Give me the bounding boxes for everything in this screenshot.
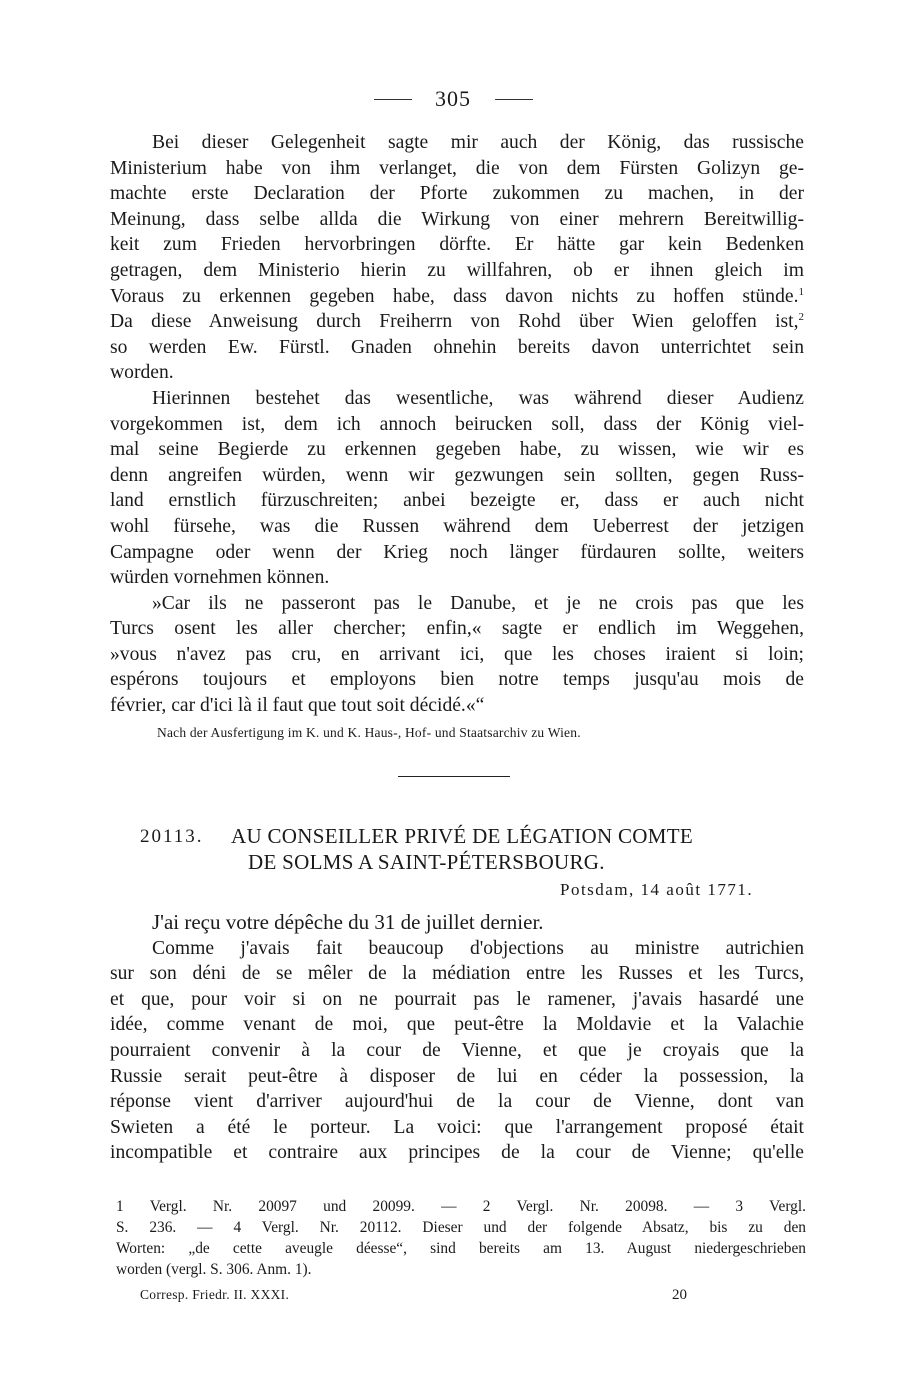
text-line: so werden Ew. Fürstl. Gnaden ohnehin bereits davon unterrichtet sein <box>110 336 804 358</box>
text-line: sur son déni de se mêler de la médiation entre les Russes et les Turcs, <box>110 963 804 985</box>
header-dash-left <box>374 99 412 100</box>
page-footer <box>0 1287 900 1311</box>
document-title-line-2: DE SOLMS A SAINT-PÉTERSBOURG. <box>248 850 605 874</box>
footnote-line: Worten: „de cette aveugle déesse“, sind bereits am 13. August niedergeschrieben <box>116 1240 806 1257</box>
footnote-mark: 1 <box>798 285 804 298</box>
text-line: réponse vient d'arriver aujourd'hui de la cour de Vienne, dont van <box>110 1091 804 1113</box>
text-line: Turcs osent les aller chercher; enfin,« sagte er endlich im Weggehen, <box>110 618 804 640</box>
text-line: Meinung, dass selbe allda die Wirkung von einer mehrern Bereitwillig- <box>110 208 804 230</box>
text-line: Campagne oder wenn der Krieg noch länger fürdauren sollte, weiters <box>110 541 804 563</box>
text-line: Bei dieser Gelegenheit sagte mir auch der König, das russische <box>152 132 804 153</box>
footnote-line: worden (vergl. S. 306. Anm. 1). <box>116 1261 312 1278</box>
text-line: würden vornehmen können. <box>110 567 330 589</box>
text-line: getragen, dem Ministerio hierin zu willfahren, ob er ihnen gleich im <box>110 259 804 281</box>
text-line <box>110 309 804 335</box>
text-line: machte erste Declaration der Pforte zukommen zu machen, in der <box>110 183 804 205</box>
dateline: Potsdam, 14 août 1771. <box>560 880 754 899</box>
text-line: land ernstlich fürzuschreiten; anbei bezeigte er, dass er auch nicht <box>110 490 804 512</box>
text-line: worden. <box>110 362 174 384</box>
text-fragment: Da diese Anweisung durch Freiherrn von Rohd über Wien geloffen ist, <box>110 311 799 333</box>
text-line: »Car ils ne passeront pas le Danube, et je ne crois pas que les <box>152 592 804 614</box>
text-line: et que, pour voir si on ne pourrait pas le ramener, j'avais hasardé une <box>110 988 804 1010</box>
text-fragment: pourraient convenir à la cour de Vienne, et que je croyais que la <box>110 1039 804 1061</box>
source-note: Nach der Ausfertigung im K. und K. Haus-, Hof- und Staatsarchiv zu Wien. <box>157 725 581 740</box>
text-fragment: Voraus zu erkennen gegeben habe, dass davon nichts zu hoffen stünde. <box>110 285 799 307</box>
text-line: mal seine Begierde zu erkennen gegeben habe, zu wissen, wie wir es <box>110 439 804 461</box>
text-line: Swieten a été le porteur. La voici: que l'arrangement proposé était <box>110 1116 804 1138</box>
section-separator <box>398 776 510 777</box>
text-line: Hierinnen bestehet das wesentliche, was während dieser Audienz <box>152 387 804 409</box>
page-header <box>0 86 900 116</box>
text-line <box>110 1038 804 1064</box>
text-line: Russie serait peut-être à disposer de lui en céder la possession, la <box>110 1065 804 1087</box>
text-line: espérons toujours et employons bien notre temps jusqu'au mois de <box>110 669 804 691</box>
text-line: Ministerium habe von ihm verlanget, die von dem Fürsten Golizyn ge- <box>110 157 804 179</box>
text-line: denn angreifen würden, wenn wir gezwungen sein sollten, gegen Russ- <box>110 464 804 486</box>
text-line: keit zum Frieden hervorbringen dörfte. Er hätte gar kein Bedenken <box>110 234 804 256</box>
text-line: incompatible et contraire aux principes de la cour de Vienne; qu'elle <box>110 1142 804 1164</box>
document-number: 20113. <box>140 826 204 847</box>
document-body <box>110 910 804 1166</box>
header-dash-right <box>495 99 533 100</box>
footnote-line: S. 236. — 4 Vergl. Nr. 20112. Dieser und der folgende Absatz, bis zu den <box>116 1219 806 1236</box>
text-line: idée, comme venant de moi, que peut-être la Moldavie et la Valachie <box>110 1014 804 1036</box>
text-line: Comme j'avais fait beaucoup d'objections au ministre autrichien <box>152 937 804 959</box>
footnote-mark: 2 <box>798 311 804 324</box>
document-title-line-1: AU CONSEILLER PRIVÉ DE LÉGATION COMTE <box>231 824 693 848</box>
signature-mark: Corresp. Friedr. II. XXXI. <box>140 1287 290 1302</box>
footnotes <box>116 1196 806 1280</box>
page-number: 305 <box>435 86 471 111</box>
text-line: vorgekommen ist, dem ich annoch beirucken soll, dass der König viel- <box>110 413 804 435</box>
text-line: »vous n'avez pas cru, en arrivant ici, que les choses iraient si loin; <box>110 643 804 665</box>
signature-number: 20 <box>672 1287 687 1303</box>
text-line <box>110 284 804 310</box>
text-line: février, car d'ici là il faut que tout soit décidé.«“ <box>110 695 485 717</box>
text-line: wohl fürsehe, was die Russen während dem Ueberrest der jetzigen <box>110 515 804 537</box>
footnote-line: 1 Vergl. Nr. 20097 und 20099. — 2 Vergl. Nr. 20098. — 3 Vergl. <box>116 1198 806 1215</box>
text-line: J'ai reçu votre dépêche du 31 de juillet dernier. <box>152 910 544 934</box>
letter-continuation <box>110 130 804 719</box>
